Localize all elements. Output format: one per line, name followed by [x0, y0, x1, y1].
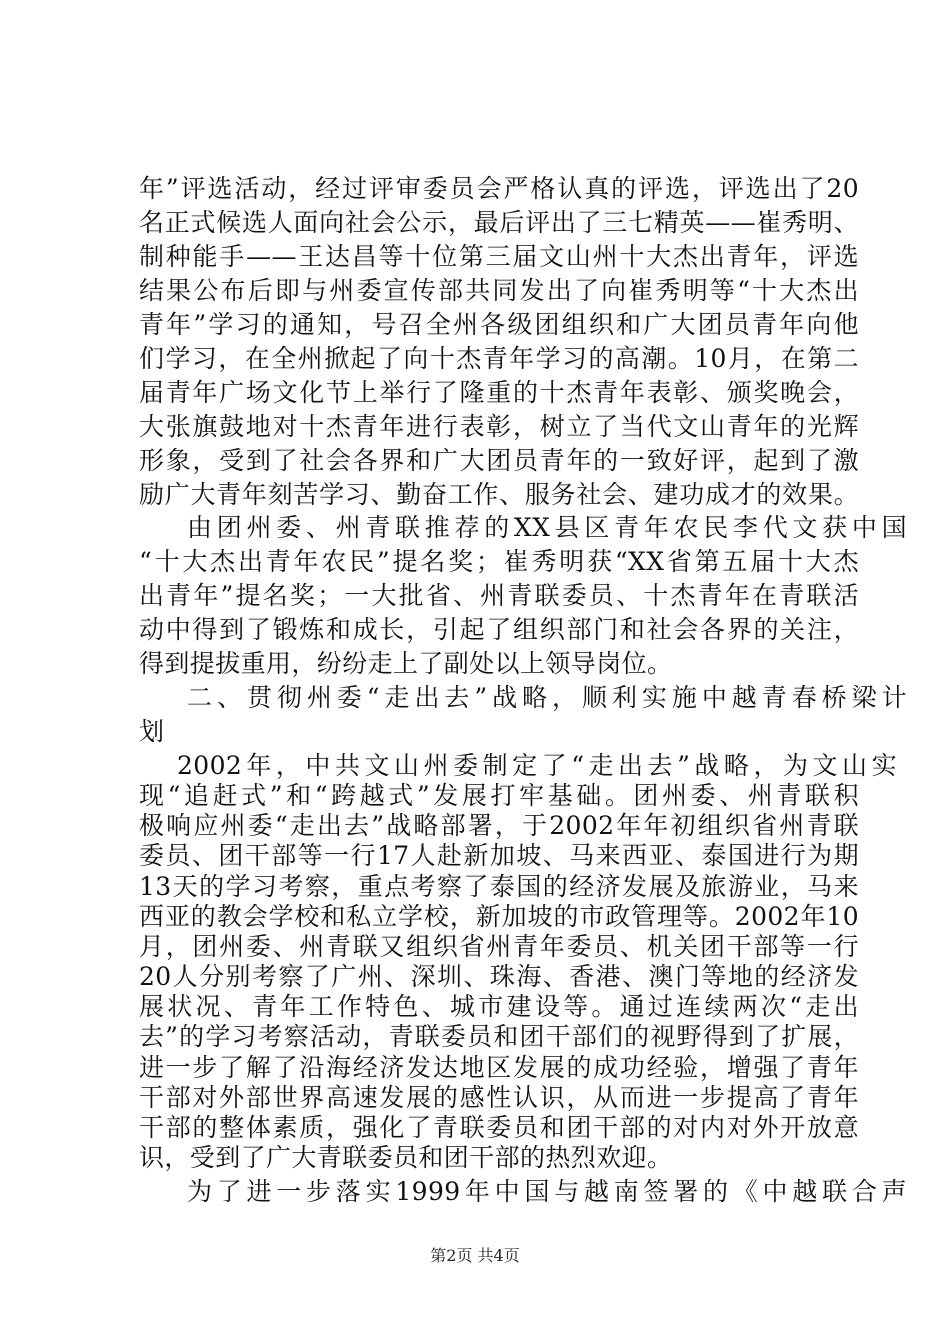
text-line: 干部对外部世界高速发展的感性认识，从而进一步提高了青年: [139, 1083, 859, 1112]
text-line: 现“追赶式”和“跨越式”发展打牢基础。团州委、州青联积: [139, 781, 859, 810]
text-line: 识，受到了广大青联委员和团干部的热烈欢迎。: [139, 1143, 673, 1172]
text-line: 动中得到了锻炼和成长，引起了组织部门和社会各界的关注，: [139, 615, 859, 644]
text-line: 出青年”提名奖；一大批省、州青联委员、十杰青年在青联活: [139, 581, 859, 610]
text-line: 2002年，中共文山州委制定了“走出去”战略，为文山实: [177, 751, 897, 780]
section-heading-continued: 划: [139, 717, 165, 746]
text-line: 青年”学习的通知，号召全州各级团组织和广大团员青年向他: [139, 310, 859, 339]
text-line: 进一步了解了沿海经济发达地区发展的成功经验，增强了青年: [139, 1053, 859, 1082]
text-line: 干部的整体素质，强化了青联委员和团干部的对内对外开放意: [139, 1113, 859, 1142]
text-line: 委员、团干部等一行17人赴新加坡、马来西亚、泰国进行为期: [139, 841, 859, 870]
text-line: 结果公布后即与州委宣传部共同发出了向崔秀明等“十大杰出: [139, 276, 859, 305]
text-line: 制种能手——王达昌等十位第三届文山州十大杰出青年，评选: [139, 242, 859, 271]
text-line: 大张旗鼓地对十杰青年进行表彰，树立了当代文山青年的光辉: [139, 412, 859, 441]
text-line: 名正式候选人面向社会公示，最后评出了三七精英——崔秀明、: [139, 208, 859, 237]
text-line: 由团州委、州青联推荐的XX县区青年农民李代文获中国: [187, 513, 907, 542]
text-line: 励广大青年刻苦学习、勤奋工作、服务社会、建功成才的效果。: [139, 480, 859, 509]
text-line: 年”评选活动，经过评审委员会严格认真的评选，评选出了20: [139, 174, 859, 203]
text-line: 13天的学习考察，重点考察了泰国的经济发展及旅游业，马来: [139, 872, 859, 901]
text-line: 西亚的教会学校和私立学校，新加坡的市政管理等。2002年10: [139, 902, 859, 931]
text-line: 20人分别考察了广州、深圳、珠海、香港、澳门等地的经济发: [139, 962, 859, 991]
text-line: 为了进一步落实1999年中国与越南签署的《中越联合声: [187, 1177, 907, 1206]
text-line: 极响应州委“走出去”战略部署，于2002年年初组织省州青联: [139, 811, 859, 840]
text-line: 形象，受到了社会各界和广大团员青年的一致好评，起到了激: [139, 446, 859, 475]
section-heading: 二、贯彻州委“走出去”战略，顺利实施中越青春桥梁计: [187, 683, 907, 712]
text-line: 去”的学习考察活动，青联委员和团干部们的视野得到了扩展，: [139, 1022, 859, 1051]
text-line: 月，团州委、州青联又组织省州青年委员、机关团干部等一行: [139, 932, 859, 961]
text-line: 展状况、青年工作特色、城市建设等。通过连续两次“走出: [139, 992, 859, 1021]
page-number-footer: 第2页 共4页: [430, 1246, 520, 1265]
text-line: “十大杰出青年农民”提名奖；崔秀明获“XX省第五届十大杰: [139, 547, 859, 576]
text-line: 得到提拔重用，纷纷走上了副处以上领导岗位。: [139, 649, 673, 678]
text-line: 们学习，在全州掀起了向十杰青年学习的高潮。10月，在第二: [139, 344, 859, 373]
text-line: 届青年广场文化节上举行了隆重的十杰青年表彰、颁奖晚会，: [139, 378, 859, 407]
